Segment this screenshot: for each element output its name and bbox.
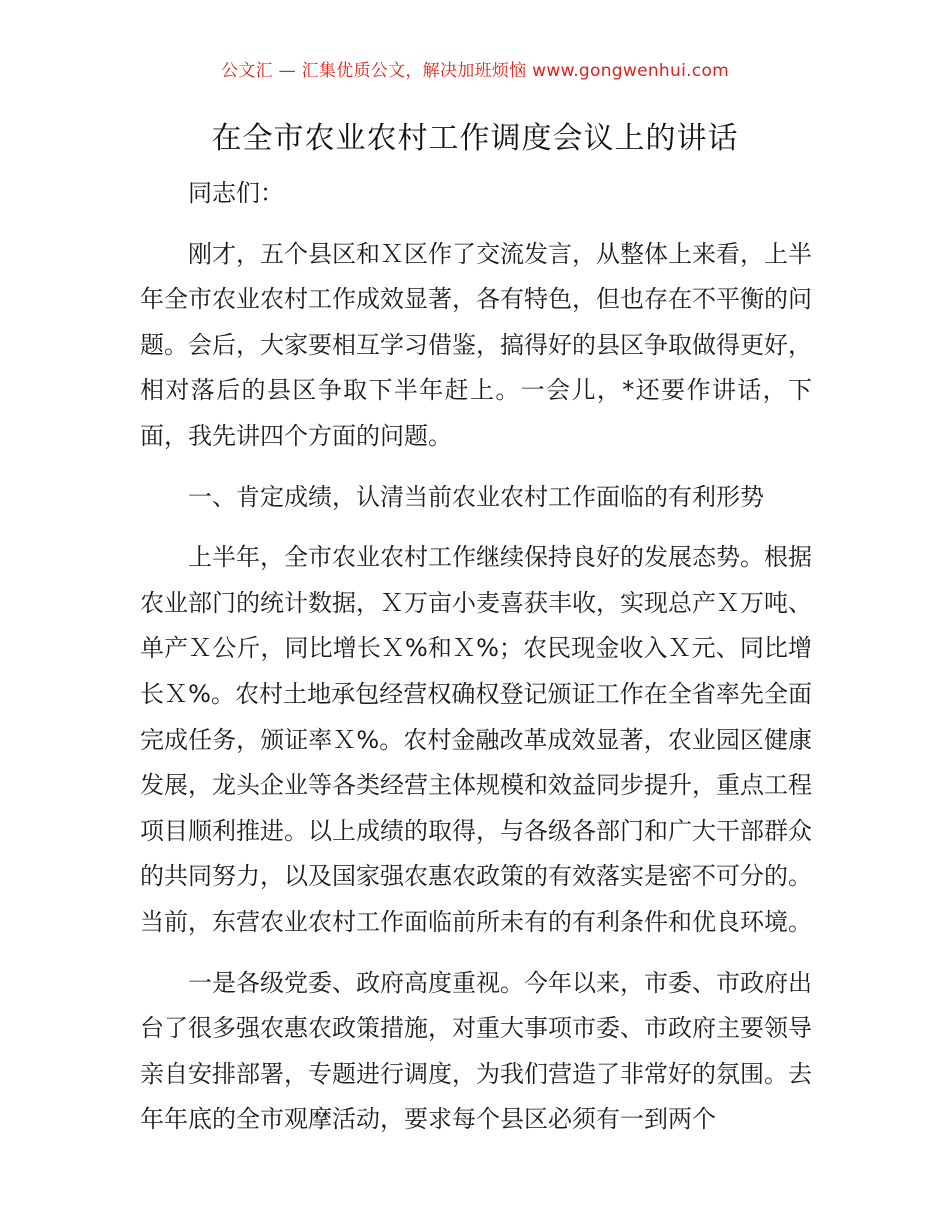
document-title: 在全市农业农村工作调度会议上的讲话 — [211, 121, 739, 156]
paragraph-achievements: 上半年，全市农业农村工作继续保持良好的发展态势。根据农业部门的统计数据，Ｘ万亩小麦喜获丰收，实现总产Ｘ万吨、单产Ｘ公斤，同比增长Ｘ%和Ｘ%；农民现金收入Ｘ元、同比增长Ｘ%。农村土地承包经营权确权登记颁证工作在全省率先全面完成任务，颁证率Ｘ%。农村金融改革成效显著，农业园区健康发展，龙头企业等各类经营主体规模和效益同步提升，重点工程项目顺利推进。以上成绩的取得，与各级各部门和广大干部群众的共同努力，以及国家强农惠农政策的有效落实是密不可分的。当前，东营农业农村工作面临前所未有的有利条件和优良环境。 — [140, 543, 812, 936]
watermark-header: 公文汇 — 汇集优质公文，解决加班烦恼 www.gongwenhui.com — [220, 61, 730, 81]
section-heading-1: 一、肯定成绩，认清当前农业农村工作面临的有利形势 — [188, 482, 764, 511]
salutation: 同志们： — [188, 179, 284, 207]
document-body — [140, 171, 812, 1143]
paragraph-opening: 刚才，五个县区和Ｘ区作了交流发言，从整体上来看，上半年全市农业农村工作成效显著，各有特色，但也存在不平衡的问题。会后，大家要相互学习借鉴，搞得好的县区争取做得更好，相对落后的县区争取下半年赶上。一会儿，*还要作讲话，下面，我先讲四个方面的问题。 — [140, 239, 812, 450]
paragraph-point-one: 一是各级党委、政府高度重视。今年以来，市委、市政府出台了很多强农惠农政策措施，对重大事项市委、市政府主要领导亲自安排部署，专题进行调度，为我们营造了非常好的氛围。去年年底的全市观摩活动，要求每个县区必须有一到两个 — [140, 968, 812, 1134]
